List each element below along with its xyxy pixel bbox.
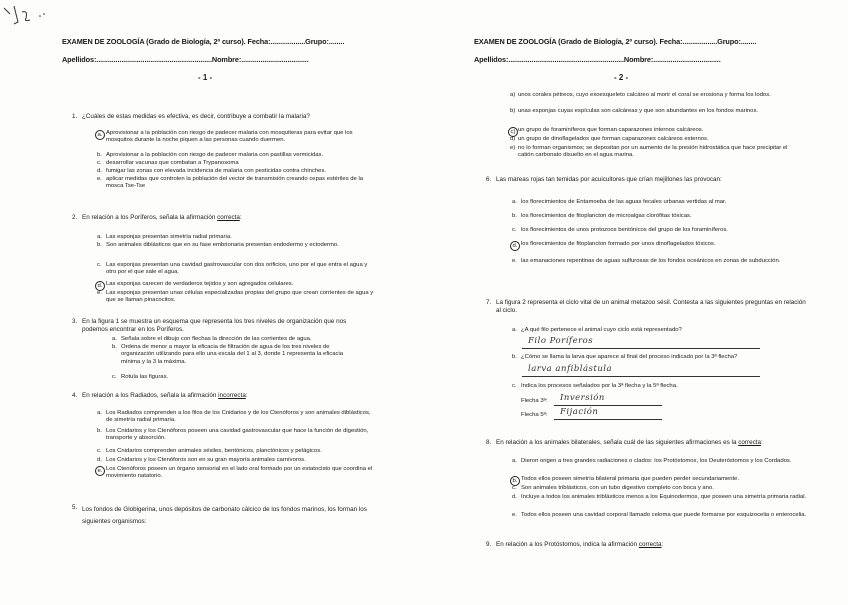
name-line: Apellidos:............................................................Nombre:................................... xyxy=(474,55,721,64)
option-text: un grupo de dinoflagelados que forman caparazones calcáreos externos. xyxy=(518,136,709,142)
question-number: 5. xyxy=(72,504,78,511)
option-letter: e. xyxy=(97,176,102,182)
q8-option-b[interactable] xyxy=(512,476,812,483)
option-letter: a. xyxy=(512,458,517,464)
option-text: Dieron origen a tres grandes radiaciones o clados: los Protóstomos, los Deuteróstomos y los Cordados. xyxy=(521,458,792,464)
option-letter: e. xyxy=(97,290,102,296)
option-letter: b. xyxy=(97,152,102,158)
question-number: 8. xyxy=(486,439,492,446)
exam-title: EXAMEN DE ZOOLOGÍA (Grado de Biología, 2º curso). Fecha:..................Grupo:........ xyxy=(62,37,345,46)
option-text: Los Cnidarios comprenden animales sésiles, bentónicos, planctónicos y pelágicos. xyxy=(106,448,322,454)
answer-circle: a. xyxy=(95,130,105,140)
option-letter: c. xyxy=(512,485,517,491)
answer-7a[interactable]: Filo Poríferos xyxy=(528,336,594,346)
question-5 xyxy=(72,504,372,524)
option-letter: a. xyxy=(512,327,517,333)
question-text: Las mareas rojas tan temidas por acuicultores que crían mejillones las provocan: xyxy=(496,176,722,183)
q7-part-b xyxy=(512,354,812,361)
option-letter: a. xyxy=(112,336,117,342)
option-text: Indica los procesos señalados por la 3ª flecha y la 5ª flecha. xyxy=(521,383,678,389)
question-suffix: : xyxy=(661,541,664,548)
q1-option-a[interactable] xyxy=(97,130,377,145)
answer-circle: c) xyxy=(508,127,518,137)
option-letter: a) xyxy=(510,92,516,98)
question-keyword: correcta xyxy=(217,214,240,221)
q1-option-b[interactable] xyxy=(97,152,377,159)
question-text: En relación a los Radiados, señala la afirmación xyxy=(82,392,219,399)
option-text: Los Radiados comprenden a los filos de los Cnidarios y de los Ctenóforos y son animales diblásticos, de simetría radial primaria. xyxy=(106,410,371,424)
answer-circle: d. xyxy=(510,241,520,251)
option-text: Aprovisionar a la población con riesgo de padecer malaria con pastillas vermicidas. xyxy=(106,152,324,158)
option-letter: a. xyxy=(512,199,517,205)
handwritten-corner-mark xyxy=(0,0,50,30)
q8-option-d[interactable] xyxy=(512,494,812,501)
option-letter: d. xyxy=(97,168,102,174)
option-text: aplicar medidas que controlen la población del vector de transmisión creando cepas estériles de la mosca Tse-Tse xyxy=(106,176,364,190)
option-text: Los Ctenóforos poseen un órgano sensorial en el lado oral formado por un estatocisto que coordina el movimiento natatorio. xyxy=(106,466,373,480)
q4-option-b[interactable] xyxy=(97,428,377,443)
answer-arrow-3[interactable]: Inversión xyxy=(560,393,605,403)
page-number: - 1 - xyxy=(198,73,213,82)
option-letter: c. xyxy=(97,160,102,166)
q1-option-e[interactable] xyxy=(97,176,377,191)
q4-option-a[interactable] xyxy=(97,410,377,425)
answer-line xyxy=(554,405,662,406)
option-text: Los Cnidarios y los Ctenóforos son en su gran mayoría animales carnívoros. xyxy=(106,457,306,463)
option-text: Incluye a todos los animales triblásticos menos a los Equinodermos, que poseen una simetría primaria radial. xyxy=(521,494,807,500)
option-letter: c. xyxy=(97,262,102,268)
q1-option-d[interactable] xyxy=(97,168,377,175)
option-text: las emanaciones repentinas de aguas sulfurosas de los fondos oceánicos en zonas de subducción. xyxy=(521,258,781,264)
option-letter: d) xyxy=(510,136,516,142)
question-number: 9. xyxy=(486,541,492,548)
q2-option-e[interactable] xyxy=(97,290,377,305)
q3-option-b[interactable] xyxy=(112,344,362,366)
option-text: Ordena de menor a mayor la eficacia de filtración de agua de los tres niveles de organización utilizando para ello una escala del 1 al 3, donde 1 representa la eficacia mínima y la 3 la máxima. xyxy=(121,344,344,365)
option-text: fumigar las zonas con elevada incidencia de malaria con pesticidas contra chinches. xyxy=(106,168,327,174)
question-keyword: incorrecta xyxy=(218,392,246,399)
question-number: 6. xyxy=(486,176,492,183)
question-6 xyxy=(486,176,826,186)
option-text: Las esponjas presentan unas células especializadas propias del grupo que crean corrientes de agua y que se llaman pinacocitos. xyxy=(106,290,374,304)
option-letter: b. xyxy=(97,428,102,434)
option-letter: a. xyxy=(97,234,102,240)
option-text: desarrollar vacunas que combatan a Trypanosoma xyxy=(106,160,239,166)
option-letter: e. xyxy=(512,258,517,264)
question-4 xyxy=(72,392,402,402)
arrow-3-label: Flecha 3ª: xyxy=(521,398,548,404)
question-3 xyxy=(72,318,372,336)
question-8 xyxy=(486,439,831,449)
answer-line xyxy=(554,419,662,420)
question-number: 1. xyxy=(72,113,78,120)
q4-option-c[interactable] xyxy=(97,448,377,455)
option-letter: b. xyxy=(512,213,517,219)
option-letter: c. xyxy=(512,227,517,233)
option-text: Los Cnidarios y los Ctenóforos poseen una cavidad gastrovascular que hace la función de digestión, transporte y absorción. xyxy=(106,428,369,442)
question-keyword: correcta xyxy=(738,439,761,446)
page-number: - 2 - xyxy=(614,73,629,82)
option-letter: c. xyxy=(512,383,517,389)
q6-option-b[interactable] xyxy=(512,213,812,220)
option-text: Aprovisionar a la población con riesgo de padecer malaria con mosquiteras para evitar que los mosquitos durante la noche piquen a las personas cuando duermen. xyxy=(106,130,353,144)
q5-option-b[interactable] xyxy=(510,108,800,115)
option-text: Las esponjas carecen de verdaderos tejidos y son agregados celulares. xyxy=(106,281,294,287)
q1-option-c[interactable] xyxy=(97,160,377,167)
option-text: los florecimientos de fitoplancton de microalgas clorófitas tóxicas. xyxy=(521,213,692,219)
option-text: no lo forman organismos; se depositan por un aumento de la presión hidrostática que hace precipitar el catión carbonato disuelto en el agua marina. xyxy=(518,145,788,159)
option-text: Rotula las figuras. xyxy=(121,374,169,380)
question-text: En relación a los Protóstomos, indica la afirmación xyxy=(496,541,639,548)
option-text: ¿A qué filo pertenece el animal cuyo ciclo está representado? xyxy=(521,327,682,333)
question-text: En relación a los animales bilaterales, señala cuál de las siguientes afirmaciones es la xyxy=(496,439,739,446)
option-text: Las esponjas presentan una cavidad gastrovascular con dos orificios, uno por el que entra el agua y otro por el que sale el agua. xyxy=(106,262,368,276)
option-text: los florecimientos de Entamoeba de las aguas fecales urbanas vertidas al mar. xyxy=(521,199,727,205)
question-number: 7. xyxy=(486,299,492,306)
question-suffix: : xyxy=(760,439,763,446)
q5-option-c[interactable] xyxy=(510,127,800,134)
question-text: ¿Cuáles de estas medidas es efectiva, es decir, contribuye a combatir la malaria? xyxy=(82,113,310,120)
option-text: los florecimientos de fitoplancton formado por unos dinoflagelados tóxicos. xyxy=(521,241,716,247)
answer-arrow-5[interactable]: Fijación xyxy=(560,407,599,417)
q6-option-e[interactable] xyxy=(512,255,812,268)
q8-option-e[interactable] xyxy=(512,512,812,519)
question-suffix: : xyxy=(245,392,248,399)
option-text: Las esponjas presentan simetría radial primaria. xyxy=(106,234,232,240)
question-number: 3. xyxy=(72,318,78,325)
question-text: En relación a los Poríferos, señala la afirmación xyxy=(82,214,218,221)
question-text: Los fondos de Globigerina, unos depósitos de carbonato cálcico de los fondos marinos, los forman los siguientes organismos: xyxy=(82,506,367,525)
q2-option-a[interactable] xyxy=(97,234,377,241)
q2-option-d[interactable] xyxy=(97,281,377,288)
q7-part-a xyxy=(512,327,812,334)
q7-part-c xyxy=(512,383,812,390)
option-text: Son animales diblásticos que en su fase embrionaria presentan endodermo y ectodermo. xyxy=(106,242,339,248)
question-1 xyxy=(72,113,402,123)
question-keyword: correcta xyxy=(638,541,662,548)
option-text: ¿Cómo se llama la larva que aparece al final del proceso indicado por la 3ª flecha? xyxy=(521,354,738,360)
option-text: Son animales triblásticos, con un tubo digestivo completo con boca y ano. xyxy=(521,485,714,491)
question-suffix: : xyxy=(239,214,242,221)
answer-circle: b. xyxy=(510,476,520,486)
option-letter: d. xyxy=(512,494,517,500)
question-2 xyxy=(72,214,402,224)
option-text: unas esponjas cuyas espículas son calcáreas y que son abundantes en los fondos marinos. xyxy=(518,108,759,114)
q5-option-d[interactable] xyxy=(510,136,800,143)
q5-option-a[interactable] xyxy=(510,92,800,99)
answer-line xyxy=(522,348,760,349)
answer-7b[interactable]: larva anfiblástula xyxy=(528,364,613,374)
option-text: Todos ellos poseen simetría bilateral primaria que pueden perder secundariamente. xyxy=(521,476,740,482)
answer-circle: e. xyxy=(95,466,105,476)
question-number: 4. xyxy=(72,392,78,399)
option-letter: c. xyxy=(112,374,117,380)
option-letter: b. xyxy=(112,344,117,350)
question-9 xyxy=(486,541,826,551)
option-letter: a. xyxy=(97,410,102,416)
option-text: los florecimientos de unos protozoos bentónicos del grupo de los foraminíferos. xyxy=(521,227,728,233)
q6-option-c[interactable] xyxy=(512,227,812,234)
option-letter: b. xyxy=(97,242,102,248)
q4-option-d[interactable] xyxy=(97,457,377,464)
answer-circle: d. xyxy=(95,281,105,291)
arrow-5-label: Flecha 5ª: xyxy=(521,412,548,418)
q5-option-e[interactable] xyxy=(510,145,800,160)
option-text: Todos ellos poseen una cavidad corporal llamado celoma que puede formarse por esquizocelia o enterocelia. xyxy=(521,512,807,518)
option-letter: e) xyxy=(510,145,516,151)
question-text: En la figura 1 se muestra un esquema que representa los tres niveles de organización que nos podemos encontrar en los Poríferos. xyxy=(82,318,347,334)
option-text: un grupo de foraminíferos que forman caparazones internos calcáreos. xyxy=(518,127,704,133)
q6-option-d[interactable] xyxy=(512,241,812,248)
q2-option-c[interactable] xyxy=(97,262,377,277)
name-line: Apellidos:............................................................Nombre:................................... xyxy=(62,55,309,64)
option-letter: e. xyxy=(512,512,517,518)
question-7 xyxy=(486,299,806,317)
option-letter: b. xyxy=(512,354,517,360)
answer-line xyxy=(522,376,760,377)
option-text: unos corales pétreos, cuyo exoesqueleto calcáreo al morir el coral se erosiona y forma los lodos. xyxy=(518,92,771,98)
option-letter: b) xyxy=(510,108,516,114)
exam-title: EXAMEN DE ZOOLOGÍA (Grado de Biología, 2º curso). Fecha:..................Grupo:........ xyxy=(474,37,757,46)
q4-option-e[interactable] xyxy=(97,466,377,481)
q8-option-a[interactable] xyxy=(512,458,802,465)
q3-option-c[interactable] xyxy=(112,374,362,381)
question-number: 2. xyxy=(72,214,78,221)
q8-option-c[interactable] xyxy=(512,485,812,492)
question-text: La figura 2 representa el ciclo vital de un animal metazoo sésil. Contesta a las siguientes preguntas en relación al ciclo. xyxy=(496,299,806,315)
q2-option-b[interactable] xyxy=(97,242,377,249)
option-text: Señala sobre el dibujo con flechas la dirección de las corrientes de agua. xyxy=(121,336,312,342)
exam-page-2 xyxy=(424,0,848,605)
option-letter: c. xyxy=(97,448,102,454)
option-letter: d. xyxy=(97,457,102,463)
q3-option-a[interactable] xyxy=(112,336,362,343)
q6-option-a[interactable] xyxy=(512,199,812,206)
